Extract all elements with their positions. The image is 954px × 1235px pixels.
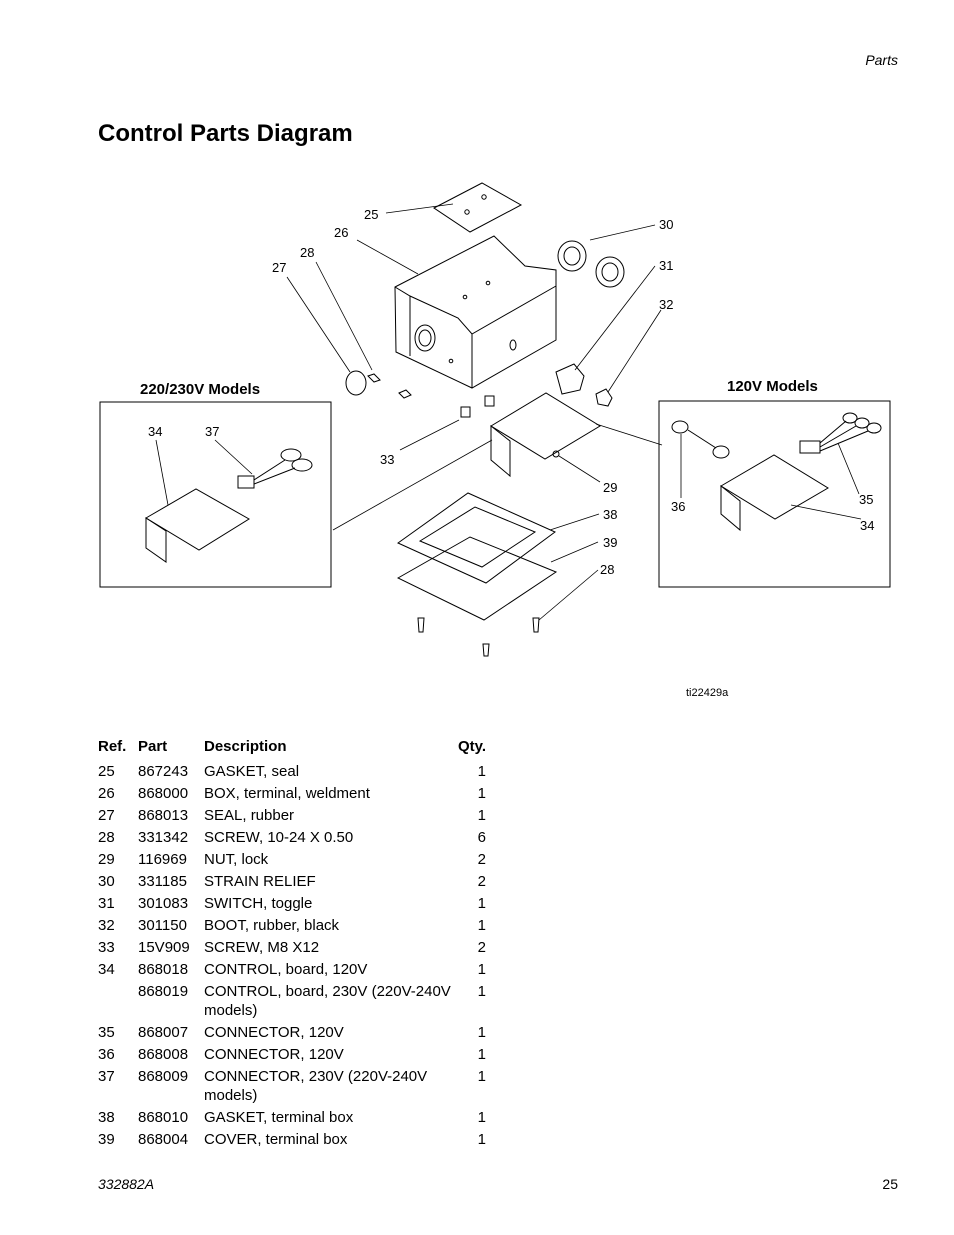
ref-cell: 36 (98, 1046, 115, 1063)
qty-cell: 1 (477, 1068, 486, 1085)
qty-cell: 2 (477, 851, 486, 868)
ref-cell: 31 (98, 895, 115, 912)
description-cell: CONTROL, board, 120V (204, 961, 368, 978)
qty-cell: 1 (477, 983, 486, 1000)
ref-cell: 38 (98, 1109, 115, 1126)
qty-cell: 1 (477, 763, 486, 780)
qty-cell: 1 (477, 1024, 486, 1041)
strain-relief-parts (558, 241, 624, 287)
ref-cell (96, 981, 138, 1022)
callout-29: 29 (603, 480, 618, 495)
callout-28: 28 (300, 245, 315, 260)
ref-cell: 25 (98, 763, 115, 780)
figure-id: ti22429a (686, 687, 729, 699)
part-cell: 868013 (138, 807, 189, 824)
part-cell: 331342 (138, 829, 189, 846)
col-header-description: Description (204, 738, 287, 755)
table-row (96, 1129, 486, 1151)
part-cell: 868004 (138, 1131, 189, 1148)
ref-cell: 34 (98, 961, 115, 978)
part-cell: 331185 (138, 873, 187, 890)
connector-35-part (800, 413, 881, 453)
ref-cell: 33 (98, 939, 115, 956)
callout-32: 32 (659, 297, 674, 312)
part-cell: 868018 (138, 961, 189, 978)
table-header-row (96, 735, 486, 761)
callout-33: 33 (380, 452, 395, 467)
ref-cell: 37 (98, 1068, 115, 1085)
screw-part (399, 390, 411, 398)
table-row (96, 783, 486, 805)
table-row (96, 871, 486, 893)
connector-230v-part (238, 449, 312, 488)
part-cell: 868000 (138, 785, 189, 802)
right-group-frame (659, 401, 890, 587)
description-cell: NUT, lock (204, 851, 269, 868)
parts-table (96, 735, 486, 1151)
exploded-view-drawing (0, 170, 954, 710)
screw-part (368, 374, 380, 382)
qty-cell: 1 (477, 785, 486, 802)
screw-m8-part (461, 407, 470, 417)
description-cell: CONNECTOR, 230V (220V-240V models) (204, 1068, 428, 1104)
control-board-230v-part (146, 489, 249, 562)
qty-cell: 1 (477, 961, 486, 978)
table-row (96, 915, 486, 937)
description-cell: STRAIN RELIEF (204, 873, 316, 890)
table-row (96, 1066, 486, 1107)
table-row (96, 981, 486, 1022)
callout-26: 26 (334, 225, 349, 240)
table-row (96, 849, 486, 871)
seal-rubber-part (346, 371, 366, 395)
col-header-part: Part (138, 738, 168, 755)
rubber-boot-part (596, 389, 612, 406)
qty-cell: 1 (477, 895, 486, 912)
callout-34-left: 34 (148, 424, 163, 439)
callout-34-right: 34 (860, 518, 875, 533)
description-cell: CONNECTOR, 120V (204, 1046, 344, 1063)
screw-part (533, 618, 539, 632)
part-cell: 868019 (138, 983, 189, 1000)
table-row (96, 761, 486, 783)
callout-35: 35 (859, 492, 874, 507)
description-cell: GASKET, terminal box (204, 1109, 354, 1126)
callout-25: 25 (364, 207, 379, 222)
callout-28-lower: 28 (600, 562, 615, 577)
table-row (96, 1107, 486, 1129)
qty-cell: 1 (477, 917, 486, 934)
table-row (96, 893, 486, 915)
section-header: Parts (865, 52, 898, 68)
description-cell: BOOT, rubber, black (204, 917, 340, 934)
screw-part (418, 618, 424, 632)
description-cell: SEAL, rubber (204, 807, 295, 824)
description-cell: GASKET, seal (204, 763, 300, 780)
terminal-box-part (395, 236, 556, 388)
ref-cell: 35 (98, 1024, 115, 1041)
part-cell: 867243 (138, 763, 189, 780)
terminal-box-gasket-part (398, 493, 555, 583)
callout-27: 27 (272, 260, 287, 275)
part-cell: 301083 (138, 895, 189, 912)
ref-cell: 26 (98, 785, 115, 802)
qty-cell: 6 (477, 829, 486, 846)
left-group-title: 220/230V Models (140, 381, 261, 398)
part-cell: 116969 (138, 851, 187, 868)
ref-cell: 30 (98, 873, 115, 890)
qty-cell: 2 (477, 939, 486, 956)
part-cell: 15V909 (138, 939, 190, 956)
connector-36-part (672, 421, 729, 458)
callout-39: 39 (603, 535, 618, 550)
part-cell: 868009 (138, 1068, 189, 1085)
control-board-part (491, 393, 600, 476)
callout-30: 30 (659, 217, 674, 232)
description-cell: BOX, terminal, weldment (204, 785, 370, 802)
description-cell: CONTROL, board, 230V (220V-240V models) (204, 983, 451, 1019)
control-board-120v-part (721, 455, 828, 530)
table-row (96, 805, 486, 827)
ref-cell: 32 (98, 917, 115, 934)
description-cell: COVER, terminal box (204, 1131, 348, 1148)
qty-cell: 1 (477, 1109, 486, 1126)
page-number: 25 (882, 1176, 898, 1192)
ref-cell: 27 (98, 807, 115, 824)
ref-cell: 29 (98, 851, 115, 868)
description-cell: SWITCH, toggle (204, 895, 313, 912)
table-row (96, 937, 486, 959)
right-group-title: 120V Models (727, 378, 818, 395)
document-number: 332882A (98, 1176, 155, 1192)
qty-cell: 1 (477, 807, 486, 824)
screw-m8-part (485, 396, 494, 406)
description-cell: SCREW, 10-24 X 0.50 (204, 829, 354, 846)
table-row (96, 827, 486, 849)
part-cell: 868010 (138, 1109, 189, 1126)
description-cell: SCREW, M8 X12 (204, 939, 320, 956)
table-row (96, 959, 486, 981)
part-cell: 301150 (138, 917, 187, 934)
page-title: Control Parts Diagram (98, 120, 353, 147)
callout-37: 37 (205, 424, 220, 439)
part-cell: 868008 (138, 1046, 189, 1063)
col-header-qty: Qty. (457, 738, 486, 755)
table-row (96, 1044, 486, 1066)
qty-cell: 1 (477, 1046, 486, 1063)
gasket-seal-part (434, 183, 521, 232)
parts-diagram (0, 170, 954, 710)
part-cell: 868007 (138, 1024, 189, 1041)
qty-cell: 2 (477, 873, 486, 890)
callout-31: 31 (659, 258, 674, 273)
ref-cell: 39 (98, 1131, 115, 1148)
qty-cell: 1 (477, 1131, 486, 1148)
toggle-switch-part (556, 364, 584, 394)
col-header-ref: Ref. (98, 738, 127, 755)
ref-cell: 28 (98, 829, 115, 846)
screw-part (483, 644, 489, 656)
table-row (96, 1022, 486, 1044)
callout-38: 38 (603, 507, 618, 522)
callout-36: 36 (671, 499, 686, 514)
description-cell: CONNECTOR, 120V (204, 1024, 344, 1041)
